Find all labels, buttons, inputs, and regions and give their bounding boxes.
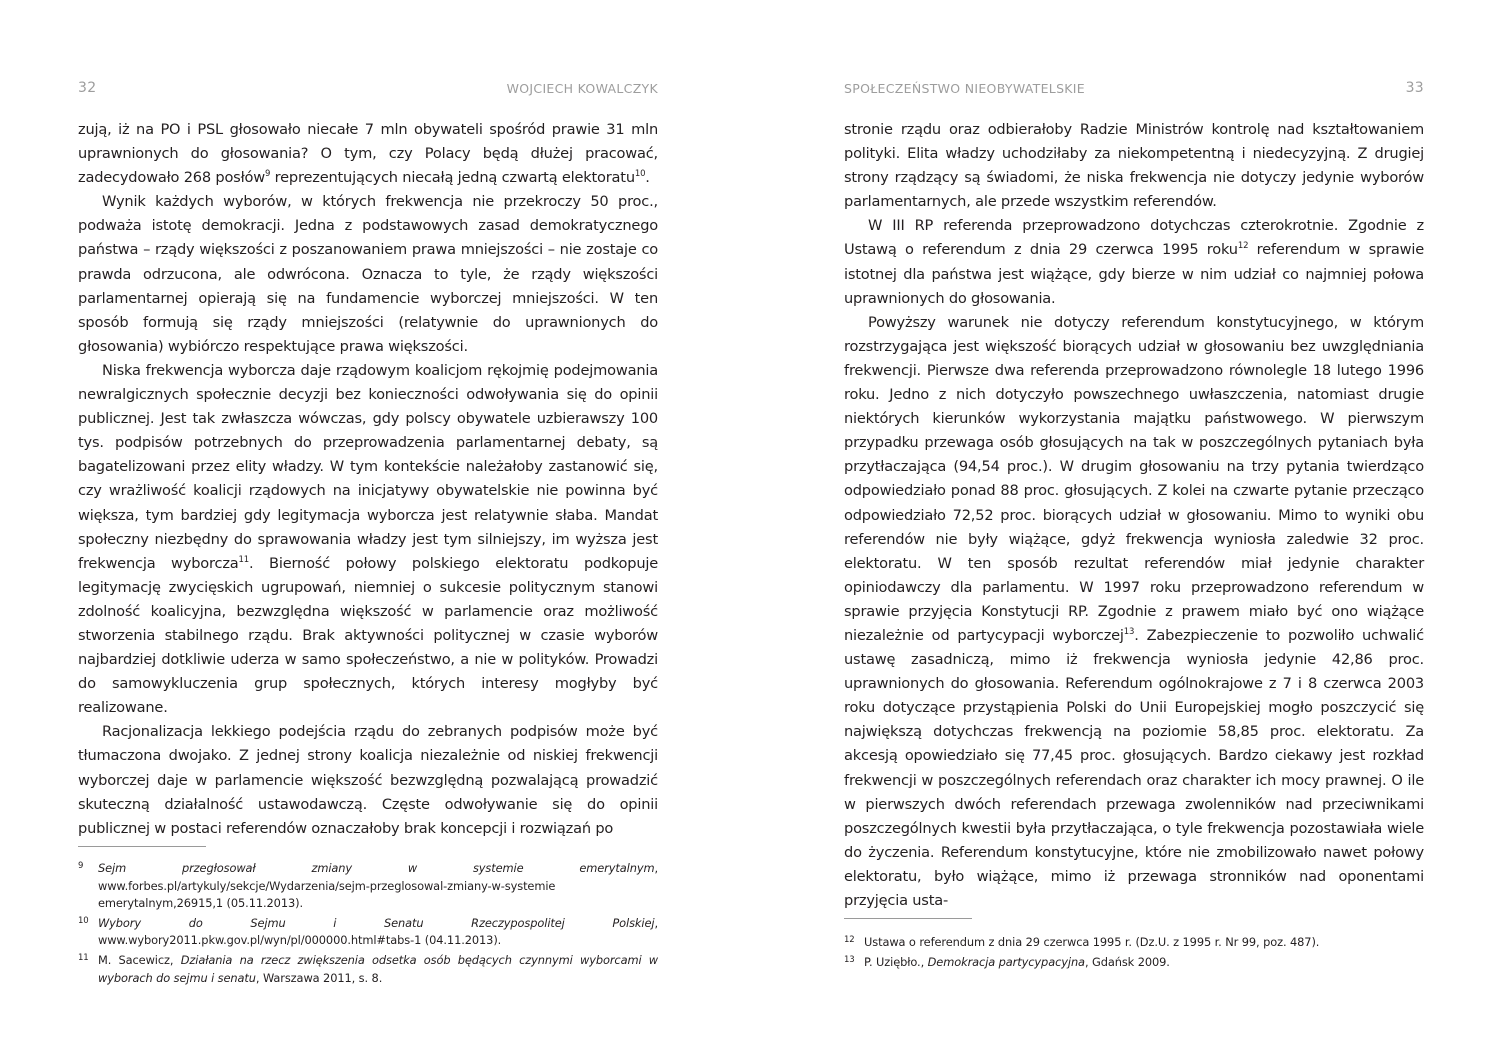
footnote-separator [844, 918, 972, 919]
paragraph: zują, iż na PO i PSL głosowało niecałe 7 mln obywateli spośród prawie 31 mln uprawnionych do głosowania? O tym, czy Polacy będą dłużej pracować, zadecydowało 268 posłów$^9$ reprezentujących niecałą jedną czwartą elektoratu$^{10}$. [78, 121, 658, 187]
footnote-mark: 12 [844, 935, 855, 945]
right-page [844, 0, 1424, 1060]
right-page-body [844, 118, 1424, 913]
footnote: 9 Sejm przegłosował zmiany w systemie emerytalnym, www.forbes.pl/artykuly/sekcje/Wydarzenia/sejm-przeglosowal-zmiany-w-systemie emerytalnym,26915,1 (05.11.2013). [78, 860, 658, 913]
footnote-ref[interactable]: 11 [238, 554, 249, 565]
paragraph: Wynik każdych wyborów, w których frekwencja nie przekroczy 50 proc., podważa istotę demokracji. Jedna z podstawowych zasad demokratycznego państwa – rządy większości z poszanowaniem prawa mniejszości – nie zostaje co prawda odrzucona, ale odwrócona. Oznacza to tyle, że rządy większości parlamentarnej opierają się na fundamencie wyborczej mniejszości. W ten sposób formują się rządy mniejszości (relatywnie do uprawnionych do głosowania) wybiórczo respektujące prawa większości. [78, 193, 658, 355]
page-number: 33 [1405, 80, 1424, 96]
left-page [78, 0, 658, 1060]
footnote-mark: 9 [78, 861, 84, 871]
right-footnotes [844, 934, 1424, 973]
paragraph: Powyższy warunek nie dotyczy referendum konstytucyjnego, w którym rozstrzygająca jest większość biorących udział w głosowaniu bez uwzględniania frekwencji. Pierwsze dwa referenda przeprowadzono równolegle 18 lutego 1996 roku. Jedno z nich dotyczyło powszechnego uwłaszczenia, natomiast drugie niektórych kierunków wykorzystania majątku państwowego. W pierwszym przypadku przewaga osób głosujących na tak w poszczególnych pytaniach była przytłaczająca (94,54 proc.). W drugim głosowaniu na trzy pytania twierdząco odpowiedziało ponad 88 proc. głosujących. Z kolei na czwarte pytanie przecząco odpowiedziało 72,52 proc. biorących udział w głosowaniu. Mimo to wyniki obu referendów nie były wiążące, gdyż frekwencja wyniosła zaledwie 32 proc. elektoratu. W ten sposób rezultat referendów miał jedynie charakter opiniodawczy dla parlamentu. W 1997 roku przeprowadzono referendum w sprawie przyjęcia Konstytucji RP. Zgodnie z prawem miało być ono wiążące niezależnie od partycypacji wyborczej$^{13}$. Zabezpieczenie to pozwoliło uchwalić ustawę zasadniczą, mimo iż frekwencja wyniosła jedynie 42,86 proc. uprawnionych do głosowania. Referendum ogólnokrajowe z 7 i 8 czerwca 2003 roku dotyczące przystąpienia Polski do Unii Europejskiej mogło poszczycić się największą dotychczas frekwencją na poziomie 58,85 proc. elektoratu. Za akcesją opowiedziało się 77,45 proc. głosujących. Bardzo ciekawy jest rozkład frekwencji w poszczególnych referendach oraz charakter ich mocy prawnej. O ile w pierwszych dwóch referendach przewaga zwolenników nad przeciwnikami poszczególnych kwestii była przytłaczająca, o tyle frekwencja pozostawiała wiele do życzenia. Referendum konstytucyjne, które nie zmobilizowało nawet połowy elektoratu, było wiążące, mimo iż przewaga stronników nad oponentami przyjęcia usta- [844, 313, 1424, 909]
footnote-ref[interactable]: 9 [265, 169, 271, 180]
footnote-ref[interactable]: 10 [634, 169, 646, 180]
paragraph: W III RP referenda przeprowadzono dotychczas czterokrotnie. Zgodnie z Ustawą o referendum z dnia 29 czerwca 1995 roku$^{12}$ referendum w sprawie istotnej dla państwa jest wiążące, gdy bierze w nim udział co najmniej połowa uprawnionych do głosowania. [844, 217, 1424, 307]
paragraph: stronie rządu oraz odbierałoby Radzie Ministrów kontrolę nad kształtowaniem polityki. Elita władzy uchodziłaby za niekompetentną i niedecyzyjną. Z drugiej strony rządzący są świadomi, że niska frekwencja nie dotyczy jedynie wyborów parlamentarnych, ale przede wszystkim referendów. [844, 121, 1424, 211]
footnote: 12 Ustawa o referendum z dnia 29 czerwca 1995 r. (Dz.U. z 1995 r. Nr 99, poz. 487). [844, 934, 1424, 952]
footnote-separator [78, 846, 206, 847]
running-head: SPOŁECZEŃSTWO NIEOBYWATELSKIE [844, 81, 1085, 96]
page-number: 32 [78, 80, 97, 96]
left-footnotes [78, 860, 658, 989]
footnote-mark: 10 [78, 915, 89, 926]
left-page-body [78, 118, 658, 841]
running-head: WOJCIECH KOWALCZYK [506, 81, 658, 96]
footnote: 13 P. Uziębło., Demokracja partycypacyjna, Gdańsk 2009. [844, 954, 1424, 972]
footnote-ref[interactable]: 12 [1237, 241, 1249, 252]
right-page-header [844, 80, 1424, 100]
footnote-mark: 13 [844, 954, 855, 965]
footnote: 10 Wybory do Sejmu i Senatu Rzeczypospolitej Polskiej, www.wybory2011.pkw.gov.pl/wyn/pl/000000.html#tabs-1 (04.11.2013). [78, 915, 658, 950]
paragraph: Racjonalizacja lekkiego podejścia rządu do zebranych podpisów może być tłumaczona dwojako. Z jednej strony koalicja niezależnie od niskiej frekwencji wyborczej daje w parlamencie większość bezwzględną pozwalającą prowadzić skuteczną działalność ustawodawczą. Częste odwoływanie się do opinii publicznej w postaci referendów oznaczałoby brak koncepcji i rozwiązań po [78, 723, 658, 837]
footnote-mark: 11 [78, 952, 89, 963]
left-page-header [78, 80, 658, 100]
footnote: 11 M. Sacewicz, Działania na rzecz zwiększenia odsetka osób będących czynnymi wyborcami w wyborach do sejmu i senatu, Warszawa 2011, s. 8. [78, 952, 658, 987]
paragraph: Niska frekwencja wyborcza daje rządowym koalicjom rękojmię podejmowania newralgicznych społecznie decyzji bez konieczności odwoływania się do opinii publicznej. Jest tak zwłaszcza wówczas, gdy polscy obywatele uzbierawszy 100 tys. podpisów potrzebnych do przeprowadzenia parlamentarnej debaty, są bagatelizowani przez elity władzy. W tym kontekście należałoby zastanowić się, czy wrażliwość koalicji rządowych na inicjatywy obywatelskie nie powinna być większa, tym bardziej gdy legitymacja wyborcza jest relatywnie słaba. Mandat społeczny niezbędny do sprawowania władzy jest tym silniejszy, im wyższa jest frekwencja wyborcza$^{11}$. Bierność połowy polskiego elektoratu podkopuje legitymację zwycięskich ugrupowań, niemniej o sukcesie politycznym stanowi zdolność koalicyjna, bezwzględna większość w parlamencie oraz możliwość stworzenia stabilnego rządu. Brak aktywności politycznej w czasie wyborów najbardziej dotkliwie uderza w samo społeczeństwo, a nie w polityków. Prowadzi do samowykluczenia grup społecznych, których interesy mogłyby być realizowane. [78, 361, 659, 717]
footnote-ref[interactable]: 13 [1123, 626, 1135, 637]
